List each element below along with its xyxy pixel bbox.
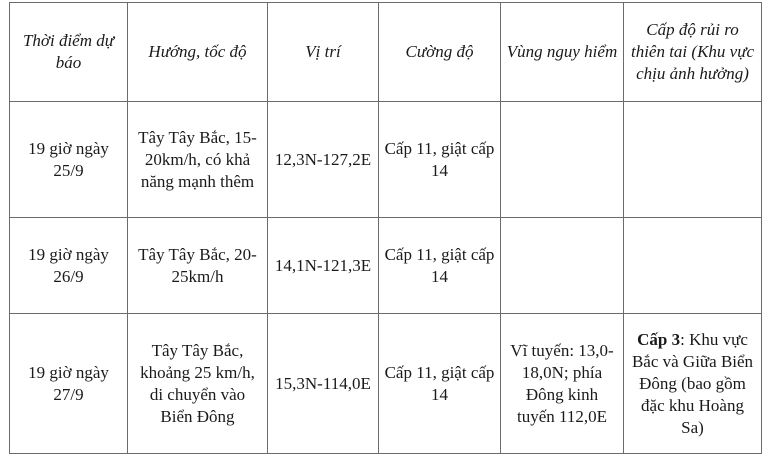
cell-time: 19 giờ ngày 26/9	[10, 218, 128, 314]
cell-risk-level	[624, 102, 762, 218]
risk-level-label: Cấp 3	[637, 329, 681, 349]
header-risk-level: Cấp độ rủi ro thiên tai (Khu vực chịu ảnh hưởng)	[624, 3, 762, 102]
cell-direction: Tây Tây Bắc, 15-20km/h, có khả năng mạnh thêm	[128, 102, 268, 218]
cell-intensity: Cấp 11, giật cấp 14	[379, 218, 501, 314]
cell-time: 19 giờ ngày 27/9	[10, 314, 128, 454]
risk-area-text: : Khu vực Bắc và Giữa Biển Đông (bao gồm đặc khu Hoàng Sa)	[631, 329, 754, 437]
header-position: Vị trí	[268, 3, 379, 102]
cell-position: 14,1N-121,3E	[268, 218, 379, 314]
table-row	[10, 314, 762, 454]
cell-danger-zone: Vĩ tuyến: 13,0-18,0N; phía Đông kinh tuyến 112,0E	[501, 314, 624, 454]
cell-position: 15,3N-114,0E	[268, 314, 379, 454]
header-forecast-time: Thời điểm dự báo	[10, 3, 128, 102]
storm-forecast-table	[9, 2, 762, 454]
cell-direction: Tây Tây Bắc, 20-25km/h	[128, 218, 268, 314]
header-row	[10, 3, 762, 102]
cell-intensity: Cấp 11, giật cấp 14	[379, 102, 501, 218]
cell-direction: Tây Tây Bắc, khoảng 25 km/h, di chuyển vào Biển Đông	[128, 314, 268, 454]
header-intensity: Cường độ	[379, 3, 501, 102]
cell-intensity: Cấp 11, giật cấp 14	[379, 314, 501, 454]
cell-time: 19 giờ ngày 25/9	[10, 102, 128, 218]
header-direction-speed: Hướng, tốc độ	[128, 3, 268, 102]
table-row	[10, 102, 762, 218]
table-row	[10, 218, 762, 314]
cell-risk-level	[624, 314, 762, 454]
forecast-table-container	[9, 2, 761, 454]
cell-position: 12,3N-127,2E	[268, 102, 379, 218]
header-danger-zone: Vùng nguy hiểm	[501, 3, 624, 102]
cell-danger-zone	[501, 218, 624, 314]
cell-risk-level	[624, 218, 762, 314]
cell-danger-zone	[501, 102, 624, 218]
